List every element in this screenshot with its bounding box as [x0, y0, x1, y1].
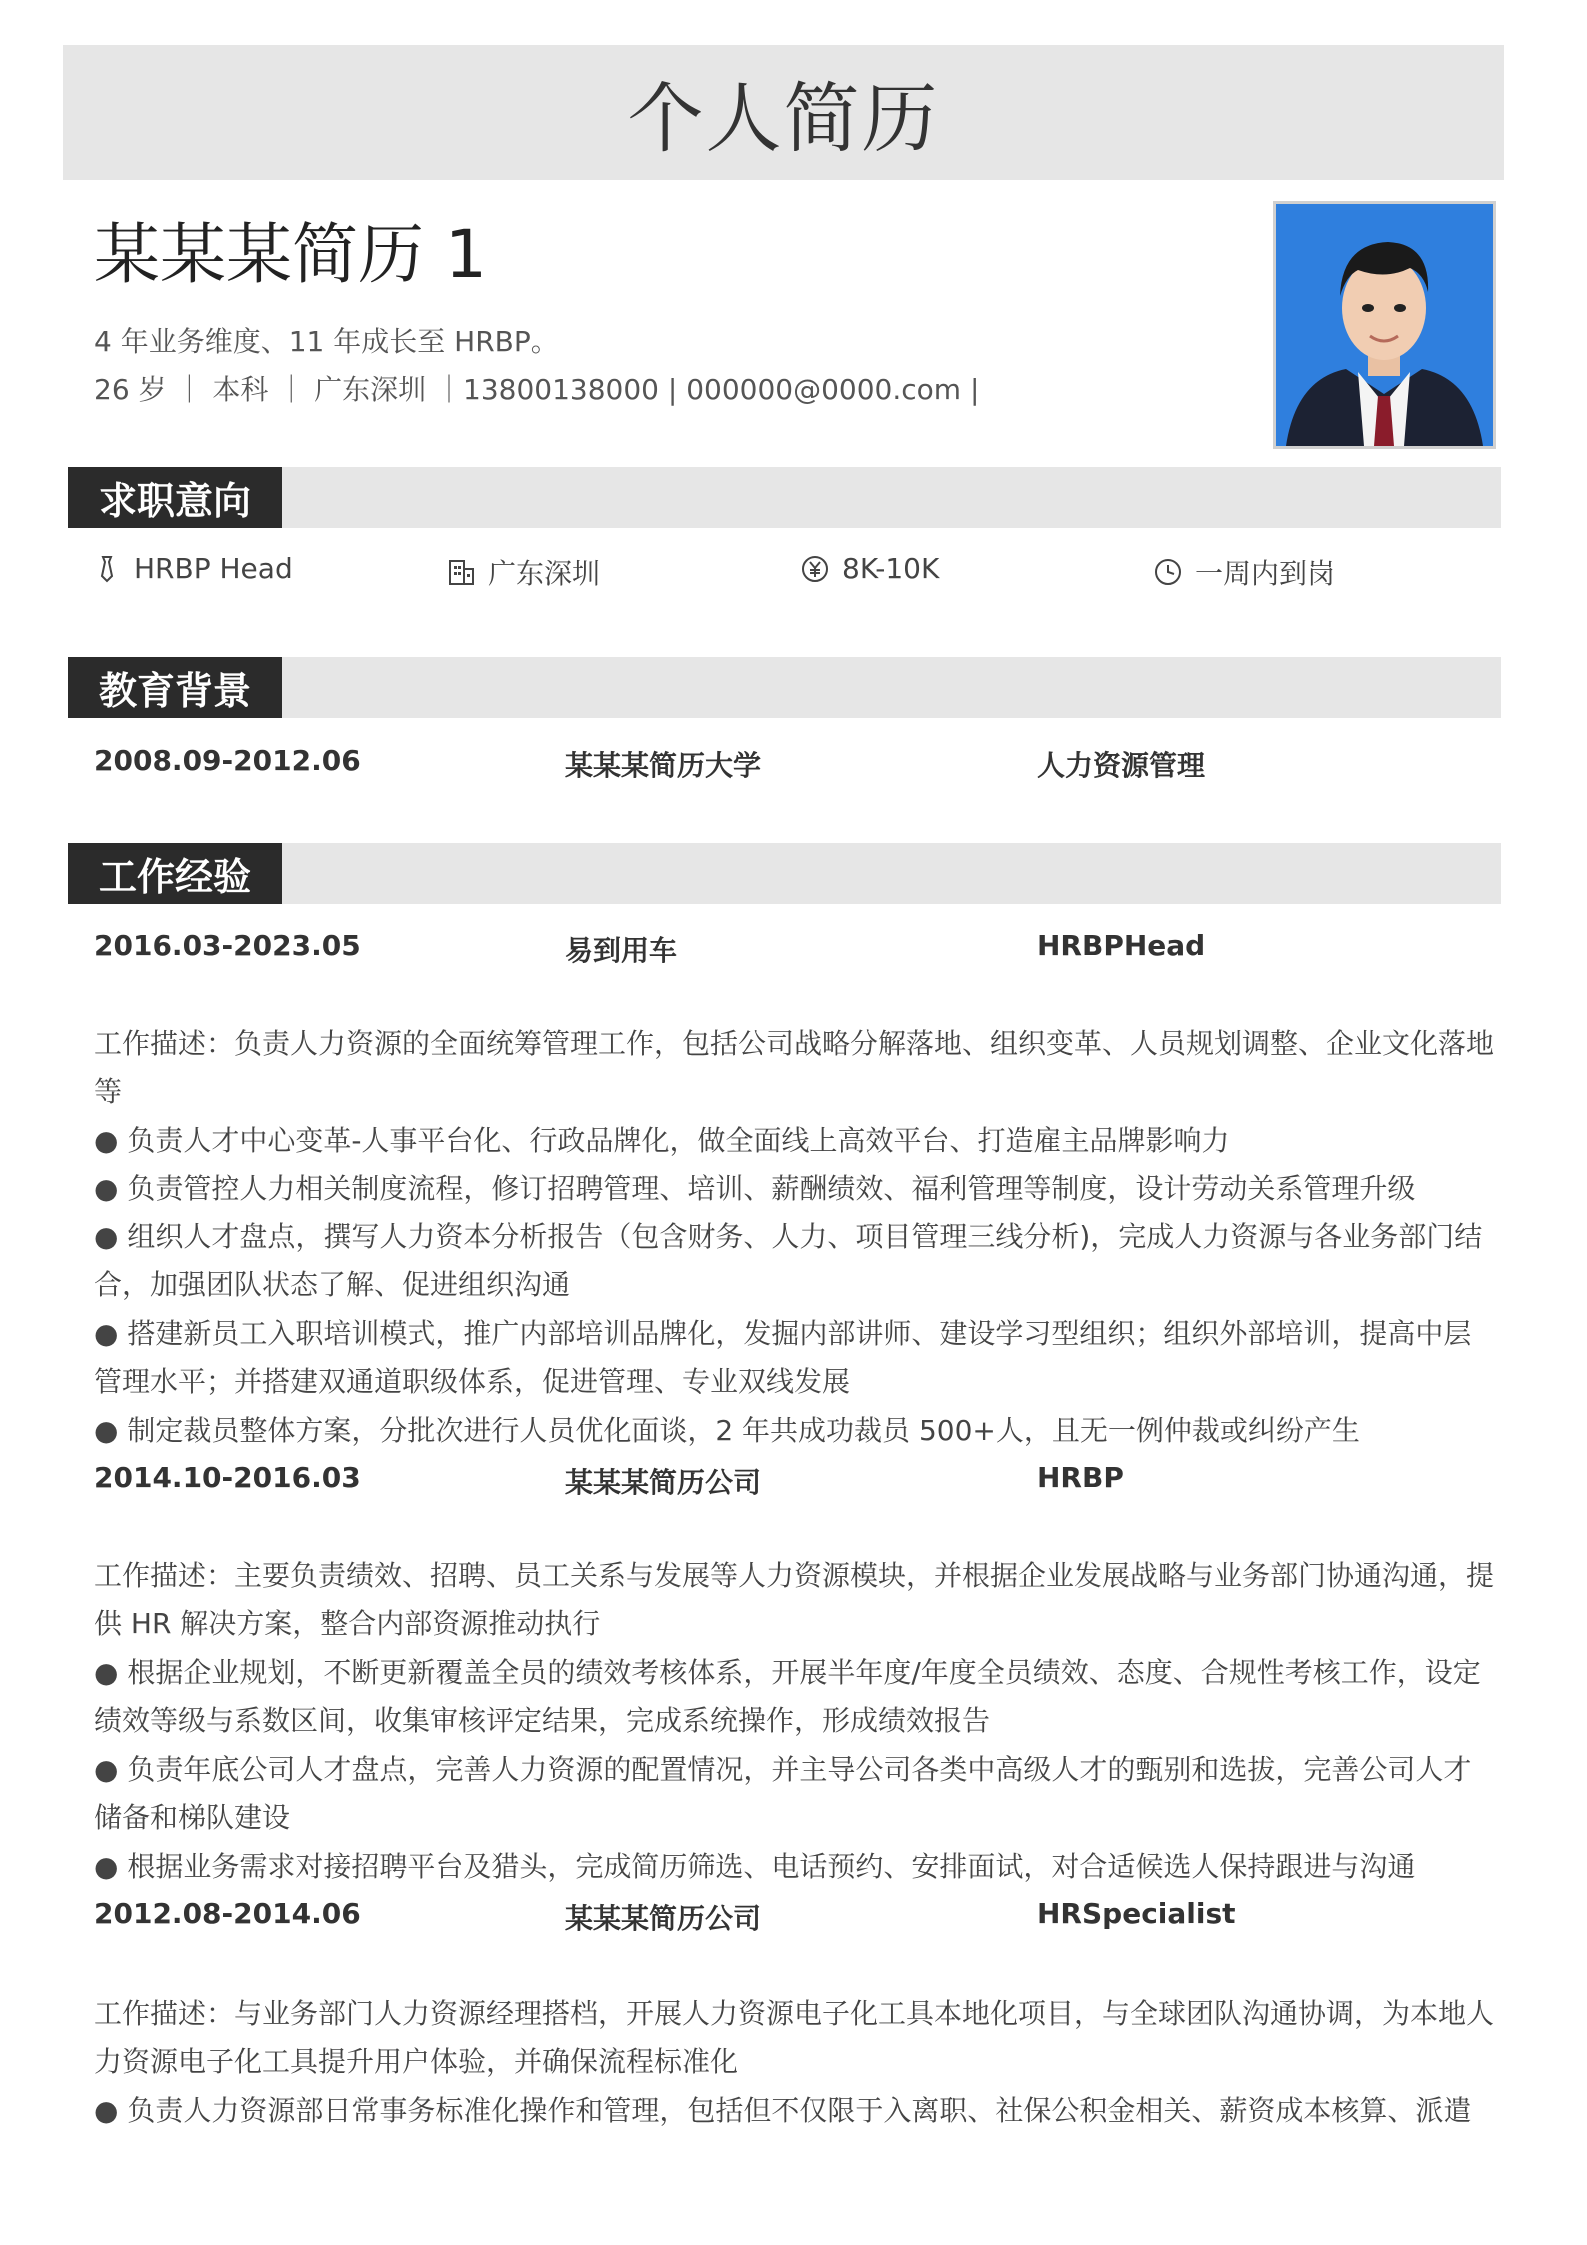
- avatar: [1273, 201, 1496, 449]
- job-bullet: ● 负责管控人力相关制度流程，修订招聘管理、培训、薪酬绩效、福利管理等制度，设计劳动关系管理升级: [94, 1172, 1416, 1205]
- tie-icon: [92, 554, 122, 584]
- yen-icon: [800, 554, 830, 584]
- job-bullet: ● 负责人才中心变革-人事平台化、行政品牌化，做全面线上高效平台、打造雇主品牌影响力: [94, 1124, 1230, 1157]
- section-title-work: 工作经验: [68, 843, 282, 904]
- job-description: 工作描述：与业务部门人力资源经理搭档，开展人力资源电子化工具本地化项目，与全球团队沟通协调，为本地人力资源电子化工具提升用户体验，并确保流程标准化: [94, 1997, 1495, 2078]
- intent-availability-text: 一周内到岗: [1195, 557, 1336, 590]
- intent-position: [92, 552, 293, 585]
- section-title-intent: 求职意向: [68, 467, 282, 528]
- intent-availability: [1153, 552, 1335, 592]
- job-description: 工作描述：主要负责绩效、招聘、员工关系与发展等人力资源模块，并根据企业发展战略与业务部门协通沟通，提供 HR 解决方案，整合内部资源推动执行: [94, 1559, 1495, 1640]
- job-title: HRSpecialist: [1037, 1897, 1236, 1930]
- intent-city-text: 广东深圳: [488, 557, 601, 590]
- job-company: 某某某简历公司: [565, 1466, 762, 1499]
- section-title-education: 教育背景: [68, 657, 282, 718]
- job-bullet: ● 制定裁员整体方案，分批次进行人员优化面谈，2 年共成功裁员 500+人，且无一例仲裁或纠纷产生: [94, 1414, 1360, 1447]
- job-bullet: ● 负责年底公司人才盘点，完善人力资源的配置情况，并主导公司各类中高级人才的甄别和选拔，完善公司人才储备和梯队建设: [94, 1753, 1472, 1834]
- job-company: 易到用车: [565, 934, 678, 967]
- job-period: 2016.03-2023.05: [94, 929, 361, 962]
- section-intent: [68, 467, 1501, 528]
- building-icon: [446, 557, 476, 587]
- intent-city: [446, 552, 600, 592]
- job-bullet: ● 根据业务需求对接招聘平台及猎头，完成简历筛选、电话预约、安排面试，对合适候选人保持跟进与沟通: [94, 1850, 1416, 1883]
- job-bullet: ● 搭建新员工入职培训模式，推广内部培训品牌化，发掘内部讲师、建设学习型组织；组织外部培训，提高中层管理水平；并搭建双通道职级体系，促进管理、专业双线发展: [94, 1317, 1472, 1398]
- candidate-summary: 4 年业务维度、11 年成长至 HRBP。: [94, 325, 559, 358]
- education-major: 人力资源管理: [1037, 749, 1206, 782]
- job-title: HRBP: [1037, 1461, 1124, 1494]
- job-company: 某某某简历公司: [565, 1902, 762, 1935]
- job-period: 2014.10-2016.03: [94, 1461, 361, 1494]
- intent-position-text: HRBP Head: [134, 552, 293, 585]
- clock-icon: [1153, 557, 1183, 587]
- section-work: [68, 843, 1501, 904]
- intent-salary-text: 8K-10K: [842, 552, 940, 585]
- title-banner: [63, 45, 1504, 180]
- job-bullet: ● 负责人力资源部日常事务标准化操作和管理，包括但不仅限于入离职、社保公积金相关、薪资成本核算、派遣: [94, 2094, 1472, 2127]
- job-title: HRBPHead: [1037, 929, 1206, 962]
- portrait-photo: [1276, 204, 1493, 446]
- education-school: 某某某简历大学: [565, 749, 762, 782]
- banner-title: 个人简历: [627, 74, 940, 163]
- job-description: 工作描述：负责人力资源的全面统筹管理工作，包括公司战略分解落地、组织变革、人员规划调整、企业文化落地等: [94, 1027, 1495, 1108]
- intent-salary: [800, 552, 939, 585]
- candidate-contacts: 26 岁 ｜ 本科 ｜ 广东深圳 ｜13800138000 | 000000@0000.com |: [94, 373, 980, 406]
- candidate-name: 某某某简历 1: [94, 216, 487, 293]
- section-education: [68, 657, 1501, 718]
- job-period: 2012.08-2014.06: [94, 1897, 361, 1930]
- education-period: 2008.09-2012.06: [94, 744, 361, 777]
- job-bullet: ● 根据企业规划，不断更新覆盖全员的绩效考核体系，开展半年度/年度全员绩效、态度、合规性考核工作，设定绩效等级与系数区间，收集审核评定结果，完成系统操作，形成绩效报告: [94, 1656, 1481, 1737]
- job-bullet: ● 组织人才盘点，撰写人力资本分析报告（包含财务、人力、项目管理三线分析)，完成人力资源与各业务部门结合，加强团队状态了解、促进组织沟通: [94, 1220, 1483, 1301]
